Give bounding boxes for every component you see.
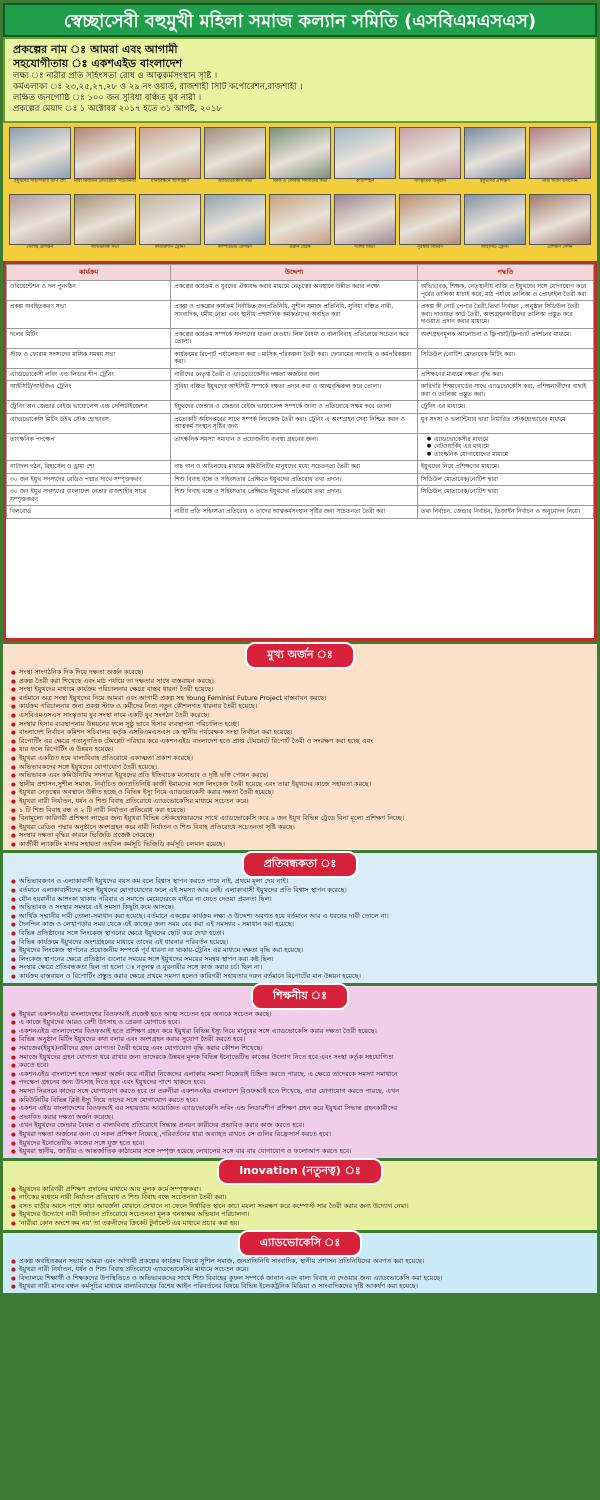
program-table <box>6 264 594 519</box>
achievements-section <box>3 644 597 850</box>
activity-photo <box>334 127 396 191</box>
method-list-item: ● তাৎক্ষনিক যোগাযোগের মাধ্যমে <box>427 451 590 459</box>
photo-caption: উঠান বৈঠক <box>289 245 311 250</box>
advocacy-list-item: ● বিদ্যালয়ে শিক্ষার্থী ও শিক্ষকদের উপস্থিতিতে ও অভিভাবকদের সাথে শিশু বিবাহের কুফল সম্পর্কে জানান এবং বাল্য বিবাহ না দেওয়ার জন্য এ্যাডভোকেসি করা হয়েছে। <box>11 1274 589 1283</box>
advocacy-list-item: ● প্রকল্প অবহিতকরন সভায় আমরা এবং আগামী প্রকল্পের কার্যক্রম বিষয়ে সুশিল সমাজ, জনপ্রতিনিধি সাংবাদিক, স্থানীয় প্রশাসন প্রতিনিধিদের অবগত করা হয়েছে। <box>11 1257 589 1266</box>
photo-image <box>139 194 201 246</box>
activity-cell: ট্রেনিং অন জেন্ডার বেইজ ভায়োলেন্স এন্ড সেন্সিটাইজেশন <box>7 401 171 414</box>
activity-cell: স্টাফ ও ফোরাম সদস্যদের মাসিক সমন্বয় সভা <box>7 348 171 368</box>
purpose-cell: প্রকল্পের কার্যক্রম ও যুবদের ঐক্যবদ্ধ করার মাধ্যমে নেতৃত্বের অবস্থানে উন্নীত করার লক্ষ্যে <box>171 281 418 301</box>
photo-caption: নারী দিবস উদযাপন <box>542 178 578 184</box>
organization-title: স্বেচ্ছাসেবী বহুমুখী মহিলা সমাজ কল্যান সমিতি (এসবিএমএসএস) <box>3 3 597 37</box>
purpose-cell: প্রত্যেকটি অধিদপ্তরের সাথে সম্পর্ক লিংকেজ তৈরী করা। ট্রেনিং এ অংশগ্রহন সেবা নিশ্চিত করন ও আত্বকর্ম সংস্থান সৃষ্টির জন্য <box>171 413 418 433</box>
photo-caption: অভিভাবক সভা <box>91 245 119 250</box>
activity-photo <box>139 194 201 258</box>
method-cell: সিডিউল মোতাবেক/নোটিশ দ্বারা <box>417 486 593 506</box>
method-cell: সিডিউল /নোটিশ মোতাবেক মিটিং করা। <box>417 348 593 368</box>
activity-photo <box>529 127 591 191</box>
purpose-cell: নাচ গান ও অভিনয়ের মাধ্যমে কমিউনিটির মানুষদের মধ্যে সচেতনতা তৈরী করা <box>171 461 418 474</box>
achievements-heading: মুখ্য অর্জন ঃ <box>245 642 355 669</box>
innovation-heading: Inovation (নতুনত্ব) ঃ <box>217 1158 383 1185</box>
photo-image <box>334 127 396 179</box>
project-area: কর্মএলাকা ঃ ২৩,২৫,২৭,২৮ ও ২৯ নং ওয়ার্ড, রাজশাহী সিটি কর্পোরেশন,রাজশাহী । <box>13 82 303 92</box>
purpose-cell: শিশু বিবাহ বন্ধে ও সহিংসতার প্রেক্ষিতে ইয়ুথদের প্রতিরোধ তথ্য প্রদান। <box>171 473 418 486</box>
table-row <box>7 368 594 381</box>
learnings-list-item: ● বিভিন্ন অনুষ্ঠান মিটিং ইয়ুথদের কথা বলার এবং অংশগ্রহন করার সুযোগ তৈরী করতে হবে। <box>11 1035 589 1044</box>
activity-cell: এ্যাডভোকেসি মিটিং উইথ স্টেক হোল্ডারস <box>7 413 171 433</box>
learnings-list-item: ● একশনএইড বাংলাদেশের বিওফআই হতে প্রশিক্ষণ গ্রহন করে ইয়ুথরা বিভিন্ন ইস্যু নিয়ে মানুষের সঙ্গে এ্যাডভোকেসি করার দক্ষতা তৈরী হয়েছে। <box>11 1027 589 1036</box>
achievements-list-item: ● ১ টি শিশু বিবাহ বন্ধ ও ২ টি নারী নির্যাতন প্রতিরোধ করা হয়েছে। <box>11 806 589 815</box>
obstacles-list-item: ● কার্যক্রম বাস্তবায়ন ও রিপোর্টিং প্রস্তুত করার ক্ষেত্রে প্রথমে সমস্যা হলেও কারিগরী সহায়তার দরুন বর্তমানে রিপোর্টের মান উন্নয়ন হয়েছে। <box>11 972 589 981</box>
table-row <box>7 348 594 368</box>
table-row <box>7 433 594 461</box>
photo-caption: স্টাফ ও ফোরাম সদস্যদের সভা <box>272 178 328 184</box>
activity-cell: তাৎক্ষনিক পদক্ষেপ <box>7 433 171 461</box>
purpose-cell: তাৎক্ষনিক সমস্যা সমাধান ও প্রয়োজনীয় ব্যবস্থা গ্রহনের জন্য। <box>171 433 418 461</box>
activity-photo <box>269 194 331 258</box>
photo-caption: ক্যাম্পেইন <box>356 178 374 184</box>
activity-photo <box>204 127 266 191</box>
achievements-list-item: ● ইয়ুথরা রেডিও পদ্মার অনুষ্ঠানে অংশগ্রহন করে নারী নির্যাতন ও শিশু বিবাহ প্রতিরোধে সচেতনতা সৃষ্টি করছে। <box>11 823 589 832</box>
obstacles-list-item: ● যৌন হয়রানীর আশংকা থাকায় পরিবার ও সমাজে মেয়েদেরকে বাইরে না যেতে দেওয়া প্রবনতা ছিল। <box>11 895 589 904</box>
achievements-list-item: ● ইয়ুথরা একত্রিত হয়ে বাল্যবিবাহ প্রতিরোধে একাত্মতা প্রকাশ করেছে। <box>11 754 589 763</box>
photo-image <box>74 194 136 246</box>
learnings-heading: শিক্ষনীয় ঃ <box>251 983 349 1010</box>
column-header-activity: কার্যক্রম <box>7 265 171 281</box>
achievements-list-item: ● বিনামূল্যে কারিগরী প্রশিক্ষণ লাভের জন্য ইয়ুথরা বিভিন্ন স্টেকহোল্ডারদের সাথে এ্যাডভোকেসি করে ৯ জন ইয়ুথ বিভিন্ন ট্রেডে বিনা মূল্যে প্রশিক্ষণ নিচ্ছে। <box>11 814 589 823</box>
table-row <box>7 301 594 329</box>
program-table-header <box>7 265 594 281</box>
photo-image <box>204 194 266 246</box>
obstacles-list-item: ● বিভিন্ন প্রতিষ্ঠানের সঙ্গে লিংকেজ স্থাপনের ক্ষেত্রে ইয়ুথদের ছোট করে দেখা হতো। <box>11 929 589 938</box>
photo-image <box>204 127 266 179</box>
purpose-cell: কার্যক্রমের রিপোর্ট পর্যালোচনা করা । মাসিক পরিকল্পনা তৈরী করা। ফোরামের আগামি ও কর্মপরিকল্পনা করা। <box>171 348 418 368</box>
activity-photo <box>204 194 266 258</box>
obstacles-list-item: ● বিভিন্ন কার্যক্রমে ইয়ুথদের অংশগ্রহনের মাধ্যমে তাদের এই ধারনার পরিবর্তন হয়েছে। <box>11 938 589 947</box>
table-row <box>7 486 594 506</box>
activity-cell: এ্যাডভোকেসী লবিং এন্ড লিডার শীপ ট্রেনিং <box>7 368 171 381</box>
activity-cell: প্রকল্প অবহিতকরণ সভা <box>7 301 171 329</box>
learnings-list-item: ● প্রভাবিত করার দক্ষতা অর্জন করেছে। <box>11 1113 589 1122</box>
advocacy-section <box>3 1233 597 1293</box>
method-cell: যুব সদস্য ও ভলান্টিয়ার দ্বারা নির্ধারিত স্টেকহোল্ডারের মাধ্যমে <box>417 413 593 433</box>
method-cell: অভিভাবক, শিক্ষক, নেতৃস্থানীয় ব্যক্তি ও ইয়ুথদের সঙ্গে যোগাযোগ করে পূর্বের তালিকা যাচাই করে, মাঠ পর্যায়ে তালিকা ও প্রোফাইল তৈরী করা <box>417 281 593 301</box>
activity-cell: ওরিয়েন্টেশন ও দল পুনর্গঠন <box>7 281 171 301</box>
learnings-list-item: ● ইয়ুথদের ইনোভেটিভ কাজের সঙ্গে যুক্ত হতে হবে। <box>11 1139 589 1148</box>
obstacles-list-item: ● আর্থিক সম্মানীর দাবী তোলা-সমাধান করা হয়েছে। বর্তমানে একল্পের কার্যক্রম লক্ষ্য ও উদ্দেশ্য অবগত হয়ে বর্তমানে আর এ ধরনের দাবী তোলে না। <box>11 912 589 921</box>
learnings-list-item: ● ইয়ুথরা দক্ষতা অর্জনের জন্য যে সকল প্রশিক্ষণ নিয়েছে ,পরিবর্তনের ধারা অব্যাহত রাখতে সে গুলির রিফ্রেসার্স করতে হবে। <box>11 1130 589 1139</box>
photo-caption: পুরস্কার বিতরণ <box>416 245 444 250</box>
photo-caption: দলের মিটিং <box>354 245 376 250</box>
table-row <box>7 473 594 486</box>
method-list-item: ● এ্যাডভোকেসীর মাধ্যমে <box>427 436 590 444</box>
method-cell: সিডিউল মোতাবেক/নোটিশ দ্বারা <box>417 473 593 486</box>
column-header-purpose: উদ্দেশ্য <box>171 265 418 281</box>
photo-caption: সেলাই প্রশিক্ষণ <box>26 245 54 250</box>
project-goal: লক্ষ্য ঃ নারীর প্রতি সহিংসতা রোধ ও আত্বকর্মসংস্থান সৃষ্টি । <box>13 71 218 81</box>
method-cell: কারিগরি শিক্ষাবোর্ডের সাথে এ্যাডভোকেসি করা, প্রশিক্ষনার্থীদের বাছাই করা ও তালিকা প্রস্তুত করা। <box>417 381 593 401</box>
activity-cell: ৩০ জন ইয়ুথ সদস্যদের বাংলাদেশ বেতার রাজশাহীর সাথে সম্পৃক্তকরণ <box>7 486 171 506</box>
method-cell <box>417 433 593 461</box>
learnings-list-item: ● ইয়ুথরা একশনএইড বাংলাদেশের বিওফআই প্রজেক্ট হতে আত্ম সচেতন হয়ে অন্যকে সচেতন করছে। <box>11 1010 589 1019</box>
photo-image <box>464 194 526 246</box>
program-table-container <box>3 261 597 641</box>
achievements-list-item: ● ইয়ুথরা নেতৃত্বের অবস্থানে উন্নীত হচ্ছে ও বিভিন্ন ইস্যু নিয়ে এ্যাডভোকেসী করার দক্ষতা তৈরী হয়েছে। <box>11 788 589 797</box>
photo-image <box>269 127 331 179</box>
table-row <box>7 281 594 301</box>
photo-caption: সাংস্কৃতিক অনুষ্ঠান <box>413 178 447 184</box>
achievements-list-item: ● বাংলাদেশ নির্বাচন কমিশন সচিবালয় কর্তৃক এসবিএমএসএস কে স্থানীয় পর্যবেক্ষক সংস্থা নির্বাচন করা হয়েছে। <box>11 728 589 737</box>
table-row <box>7 381 594 401</box>
method-cell: তথ্য নির্বাচন, জেন্ডার নির্বাচন, ডিজাইন নির্বাচন ও অনুমোদন নিয়ে। <box>417 506 593 519</box>
learnings-list-item: ● কমিউনিটির বিভিন্ন ক্লিষ্ট ইস্যু নিয়ে তাদের সঙ্গে যোগাযোগ করতে হবে। <box>11 1096 589 1105</box>
obstacles-section <box>3 853 597 982</box>
activity-photo <box>9 127 71 191</box>
photo-caption: ইয়ুথদের প্রশিক্ষণ <box>480 178 510 184</box>
photo-image <box>529 194 591 246</box>
learnings-list-item: ● ইয়ুথরা স্থানীয়, জাতীয় ও আন্তর্জাতিক কাঠামোর সঙ্গে সম্পৃক্ত হয়েছে লেখালের সঙ্গে বার বার যোগাযোগ ও ফলোআপ করতে হবে। <box>11 1147 589 1156</box>
photo-caption: প্রশিক্ষণ সেশন <box>547 245 573 250</box>
achievements-list-item: ● সংস্থার দক্ষতা বৃদ্ধির কারনে ভিজিডি প্রজেক্ট পেয়েছে। <box>11 831 589 840</box>
photo-caption: নারী নির্যাতন প্রতিরোধে সচেতনতা <box>74 178 136 184</box>
learnings-list-item: ● এ কাজে ইয়ুথদের আরও বেশী উৎসাহ ও প্রেরনা যোগাতে হবে। <box>11 1018 589 1027</box>
project-target: লক্ষিত জনগোষ্ঠি ঃ ১০০ জন সুবিধা বঞ্চিত যুব নারী । <box>13 93 202 103</box>
project-info-box <box>3 37 597 123</box>
obstacles-list-item: ● দৈনন্দিন কাজ ও লেখাপড়ার সময় থেকে এই কাজের জন্য সময় বের করা এই সমস্যার - সমাধান করা হয়েছে। <box>11 920 589 929</box>
photo-caption: কম্পিউটার প্রশিক্ষণ <box>217 245 253 250</box>
learnings-list-item: ● একশনএইড বাংলাদেশ হতে দক্ষতা অর্জন করে নারীরা নিজেদের এলাকায় সমস্যা নিজেরাই চিহ্নিত করতে পারছে, এ ক্ষেত্রে তাদেরকে সমস্যা সমাধানে <box>11 1070 589 1079</box>
purpose-cell: নারীদের নেতৃত্ব তৈরী ও এ্যাডভোকেসীর দক্ষতা অর্জনের জন্য <box>171 368 418 381</box>
activity-photo <box>464 194 526 258</box>
achievements-list-item: ● রিপোর্টিং এর ক্ষেত্রে গতানুগতিক টেমপ্লেট পরিহার করে একশনএইড বাংলাদেশ হতে প্রাপ্ত টেমপ্লেটে রিপোর্ট তৈরী ও সংরক্ষণ করা হচ্ছে এবং <box>11 737 589 746</box>
activity-photo <box>74 127 136 191</box>
innovation-section <box>3 1161 597 1230</box>
achievements-list-item: ● সংস্থার হিসাব ব্যবস্থাপনায় উন্নয়নের ফলে সুষ্ঠু ভাবে হিসাব ব্যবস্থাপনা পরিচালিত হচ্ছে। <box>11 720 589 729</box>
obstacles-list-item: ● সংস্থার ক্ষেত্রে প্রতিবন্ধকতা ছিল তা হলো ঃ নতুনত্ব ও যুবনারীর সঙ্গে কাজ করার চর্চা ছিল না। <box>11 963 589 972</box>
project-duration: প্রকল্পের মেয়াদ ঃ ১ অক্টোবর ২০১৭ হতে ৩১ আগষ্ট, ২০১৮ <box>13 104 223 114</box>
activity-cell: নাট্যদল গঠন, রিহার্সেল ও ড্রামা শো <box>7 461 171 474</box>
method-list-item: ● নেটওয়ার্কিং এর মাধ্যমে <box>427 443 590 451</box>
photo-image <box>529 127 591 179</box>
activity-cell: আইসিটি/আইজিএ ট্রেনিং <box>7 381 171 401</box>
photo-image <box>399 127 461 179</box>
method-cell: ইয়ুথদের নিয়ে প্রশিক্ষণের মাধ্যমে। <box>417 461 593 474</box>
activity-photo <box>74 194 136 258</box>
photo-gallery <box>3 123 597 261</box>
method-cell: প্রশিক্ষণের মাধ্যমে দক্ষতা বৃদ্ধি করা। <box>417 368 593 381</box>
photo-image <box>399 194 461 246</box>
photo-image <box>139 127 201 179</box>
learnings-list-item: ● এখন ইয়ুথদের জেন্ডার বৈষম্য ও বাল্যবিবাহ প্রতিরোধে সিদ্ধান্ত প্রনয়ন কারীদের প্রভাবিত করার কাজ করতে হবে। <box>11 1121 589 1130</box>
method-cell: ট্রেনিং এর মাধ্যমে। <box>417 401 593 414</box>
achievements-list-item: ● সংস্থা সাংগঠনিক দিক দিয়ে দক্ষতা অর্জন করেছে। <box>11 668 589 677</box>
photo-image <box>334 194 396 246</box>
obstacles-list-item: ● অভিভাবক ও সংস্থার সমন্বয়ে এই সমস্যা কিছুটা কমে আসছে। <box>11 903 589 912</box>
activity-photo <box>399 194 461 258</box>
obstacles-list-item: ● ইয়ুথদের লিংকেজ স্থাপনের প্রয়োজনীয় সম্পর্কে পূর্ব ধারনা না থাকায়-ট্রেনিং এর মাধ্যমে দক্ষতা বৃদ্ধি করা হয়েছে। <box>11 946 589 955</box>
purpose-cell: শিশু বিবাহ বন্ধে ও সহিংসতার প্রেক্ষিতে ইয়ুথদের প্রতিরোধ তথ্য প্রদান। <box>171 486 418 506</box>
achievements-list-item: ● ইয়ুথরা নারী নির্যাতন, ধর্ষন ও শিশু বিবাহ প্রতিরোধে এ্যাডভোকেসির মাধ্যমে সচেতন করে। <box>11 797 589 806</box>
column-header-method: পদ্ধতি <box>417 265 593 281</box>
learnings-section <box>3 986 597 1158</box>
table-row <box>7 413 594 433</box>
achievements-list-item: ● এসবিএমএসএস সাংস্কৃতায় যুব সংস্থা নামে একটি যুব সংগঠন তৈরী করেছে। <box>11 711 589 720</box>
learnings-list-item: ● পদক্ষেপ গ্রহনের জন্য উৎসাহ দিতে হবে এবং ইয়ুথদের পাশে থাকতে হবে। <box>11 1078 589 1087</box>
obstacles-list-item: ● লিংকেজ স্থাপনের ক্ষেত্রে প্রতিষ্ঠান গুলোর সময়ের সঙ্গে ইয়ুথদের সময়ের সমন্বয় স্থাপন করা কষ্ট ছিল। <box>11 955 589 964</box>
table-row <box>7 506 594 519</box>
activity-photo <box>529 194 591 258</box>
obstacles-heading: প্রতিবন্ধকতা ঃ <box>242 851 359 878</box>
photo-caption: ইয়ুথদের সহিংসতার ম্যাপ শো <box>14 178 66 184</box>
achievements-list-item: ● অভিভাবকদের সঙ্গে ইয়ুথদের যোগাযোগ তৈরী হয়েছে। <box>11 763 589 772</box>
achievements-list-item: ● সংস্থা ইয়ুথদের মাধ্যমে কার্যক্রম পরিচালনার ক্ষেত্রে বাস্তব ধারনা তৈরী হয়েছে। <box>11 685 589 694</box>
photo-image <box>269 194 331 246</box>
activity-cell: বিলবোর্ড <box>7 506 171 519</box>
purpose-cell: নারীর প্রতি সহিংসতা প্রতিরোধ ও তাদের আত্বকর্মসংস্থান সৃষ্টির জন্য সচেতনতা তৈরী করা <box>171 506 418 519</box>
obstacles-list-item: ● বর্তমানে এলাকাবাসীদের সঙ্গে ইয়ুথদের যোগাযোগের ফলে এই সমস্যা আর নেই। এলাকাবাসী ইয়ুথদের প্রতি বিশ্বাস স্থাপন করেছে। <box>11 886 589 895</box>
activity-photo <box>139 127 201 191</box>
activity-photo <box>464 127 526 191</box>
photo-image <box>9 127 71 179</box>
advocacy-list-item: ● ইয়ুথরা নারী নির্যাতন, ধর্ষন ও শিশু বিবাহ প্রতিরোধে এ্যাডভোকেসির মাধ্যমে সচেতন করে। <box>11 1265 589 1274</box>
activity-cell: দলের মিটিং <box>7 328 171 348</box>
photo-image <box>74 127 136 179</box>
purpose-cell: সুবিধা বঞ্চিত ইয়ুথদের আইসিটি সম্পর্কে দক্ষতা প্রদান করা ও আত্মবৃদ্ধিরুল করে তোলা। <box>171 381 418 401</box>
table-row <box>7 461 594 474</box>
photo-caption: আইসিটি ট্রেনিং <box>481 245 509 250</box>
achievements-list-item: ● প্রকল্প তৈরী করা শিখেছে এবং মাঠ পর্যায়ে তা দক্ষতার সাথে বাস্তবায়ন করছে। <box>11 677 589 686</box>
table-row <box>7 401 594 414</box>
table-row <box>7 328 594 348</box>
innovation-list-item: ● ইয়ুথদের উদ্যোগে নারী নির্যাতন প্রতিরোধে সচেতনতা মূলক গনস্বাক্ষর অভিযান পরিচালনা। <box>11 1210 589 1219</box>
achievements-list-item: ● বর্তমানে অত্র সংস্থা ইয়ুথদের নিয়ে আমরা এবং আগামী প্রকল্প সহ Young Feminist Future Project বাস্তবায়ন করছে। <box>11 694 589 703</box>
achievements-list-item: ● অভিভাবক এবং কমিউনিটির সদস্যরা ইয়ুথদের প্রতি ইতিবাচক মনোভাব ও দৃষ্টি ভঙ্গি পোষন করছে। <box>11 771 589 780</box>
innovation-list-item: ● নাটকের মাধ্যমে নারী নির্যাতন প্রতিরোধ ও শিশু বিবাহ বন্ধে সচেতনতা তৈরী করা। <box>11 1193 589 1202</box>
photo-caption: অ্যাডভোকেসি সভা <box>217 178 253 184</box>
method-cell: অংশগ্রহনমূলক আলোচনা ও ফ্লিপচার্ট/ফ্লিপচার্ট প্রদর্শনের মাধ্যমে। <box>417 328 593 348</box>
method-cell: প্রকল্প কী নোট পেপার তৈরী,তিথ্য নির্বাচন , অনুষ্ঠান সিডিউল তৈরী করা। দাওয়াত কার্ড তৈরী, অংশগ্রহনকারীদের তালিকা প্রস্তুত করে দাওয়াত প্রদান করার মাধ্যমে। <box>417 301 593 329</box>
purpose-cell: প্রকল্প ও প্রকল্পের কার্যক্রম নির্বাচিত জনপ্রতিনিধি, সুশীল সমাজ প্রতিনিধি, সুবিধা বঞ্চিত নারী, সাংবাদিক, ধর্মীয় নেতা এবং স্থানীয় প্রশাসনিক কর্মকর্তাদের অবহিত করা <box>171 301 418 329</box>
photo-caption: মানববন্ধনে অংশগ্রহণ <box>151 178 189 184</box>
innovation-list-item: ● 'নারীরা কোন অংশে কম নয়' তা তরুনীদের ক্রিকেট টুর্নামেন্ট এর মাধ্যমে প্রচার করা হয়। <box>11 1219 589 1228</box>
project-partner: সহযোগীতায় ঃ একশএইড বাংলাদেশ <box>13 57 183 70</box>
advocacy-heading: এ্যাডভোকেসি ঃ <box>238 1230 362 1257</box>
activity-cell: ৩০ জন ইয়ুথ সদস্যদের রেডিও পদ্মার সাথে সম্পৃক্তকরণ <box>7 473 171 486</box>
learnings-list-item: ● সমস্যা নিরসনে কাদের সঙ্গে যোগাযোগ করতে হবে তা তরুনীরা একশনএইড বাংলাদেশ বিওফআই হতে শিখেছে, তারা যোগাযোগ করতে পারছে, এখন <box>11 1087 589 1096</box>
achievements-list-item: ● কার্জীবী ল্যাকটিং মাদার সহায়তা তহবিল কর্মসূচি ভিজিডি কর্মসূচি চলমান রয়েছে। <box>11 840 589 849</box>
activity-photo <box>9 194 71 258</box>
activity-photo <box>269 127 331 191</box>
innovation-list-item: ● ইয়ুথদের কারিগরী প্রশিক্ষণ প্রদানের মাধ্যমে আয় মূলক কর্মে সম্পৃক্তকরা। <box>11 1185 589 1194</box>
advocacy-list-item: ● ইয়ুথরা নারী মানব বন্ধন কর্মসূচির মাধ্যমে বাল্যবিবাহের বিশেষ আইন পরিবর্তনের বিষয়ে বিভিন্ন ইলেকট্রনিক মিডিয়া ও সাংবাদিকদের দৃষ্টি আকর্ষণ করা হয়েছে। <box>11 1282 589 1291</box>
learnings-list-item: ● সমাজের(ইয়ুথ)নারীদের গ্রহন যোগ্যতা তৈরী হয়েছে এবং যোগাযোগ বৃদ্ধি করার কৌশল শিখেছে। <box>11 1044 589 1053</box>
activity-photo <box>334 194 396 258</box>
innovation-list-item: ● বসত বাড়ীর আসে পাশে কাচা আবর্জনা যেখানে সেখানে না ফেলে নির্ধারিত স্থানে কাচা ময়লা সংরক্ষণ করে কম্পোস্ট সার তৈরী করার জন্য উদ্যোগ নেয়া। <box>11 1202 589 1211</box>
achievements-list-item: ● কার্যক্রম পরিচালনার জন্য প্রকল্প স্টাফ ও কর্মীদের নিত্য নতুন কৌশলগত ধারনার তৈরী হয়েছে। <box>11 702 589 711</box>
activity-photo <box>399 127 461 191</box>
purpose-cell: প্রকল্পের কার্যক্রম সম্পর্কে সদস্যদের ধারনা দেওয়া। লিঙ্গ বৈষম্য ও বাল্যবিবাহ প্রতিরোধে সচেতন করে তোলা। <box>171 328 418 348</box>
learnings-list-item: ● করতে হবে। <box>11 1061 589 1070</box>
achievements-list-item: ● যার ফলে রিপোর্টিং এ উন্নয়ন হয়েছে। <box>11 745 589 754</box>
photo-image <box>464 127 526 179</box>
learnings-list-item: ● সমাজে ইয়ুথদের গ্রহন যোগ্যতা ধরে রাখার জন্য তাদেরকে উন্নয়ন মূলক বিভিন্ন ইনোভেটিভ কাজের উদ্যোগ নিতে হবে এবং সংস্থা কর্তৃক সহযোগিতা <box>11 1053 589 1062</box>
learnings-list-item: ● একশন এইড বাংলাদেশের বিওফআই এর সহায়তায় আয়োজিত এ্যাডভোকেসি লবিং এন্ড লিডারশীপ প্রশিক্ষণ গ্রহন করে ইয়ুথরা সিদ্ধান্ত গ্রহনকারীদের <box>11 1104 589 1113</box>
achievements-list-item: ● স্থানীয় প্রশাসন,সুশীল সমাজ, নির্বাচিত জনপ্রতিনিধি কাজী ইমামদের সঙ্গে লিংকেজ তৈরী হয়েছে এবং তারা ইয়ুথদের কাজে সহায়তা করছে। <box>11 780 589 789</box>
project-name: প্রকল্পের নাম ঃ আমরা এবং আগামী <box>13 43 178 56</box>
photo-image <box>9 194 71 246</box>
photo-caption: লিডারশীপ ট্রেনিং <box>154 245 186 250</box>
obstacles-list-item: ● অভিভাবকগন ও এলাকাবাসী ইয়ুথদের বয়স কম বলে বিশ্বাস স্থাপন করতে পারে নাই, প্রথমে মূল্য দেয় নাই। <box>11 877 589 886</box>
purpose-cell: ইয়ুথদের জেন্ডার ও জেন্ডার বেইজ ভায়োলেন্স সম্পর্কে জানা ও প্রতিরোধে সক্ষম করে তোলা <box>171 401 418 414</box>
